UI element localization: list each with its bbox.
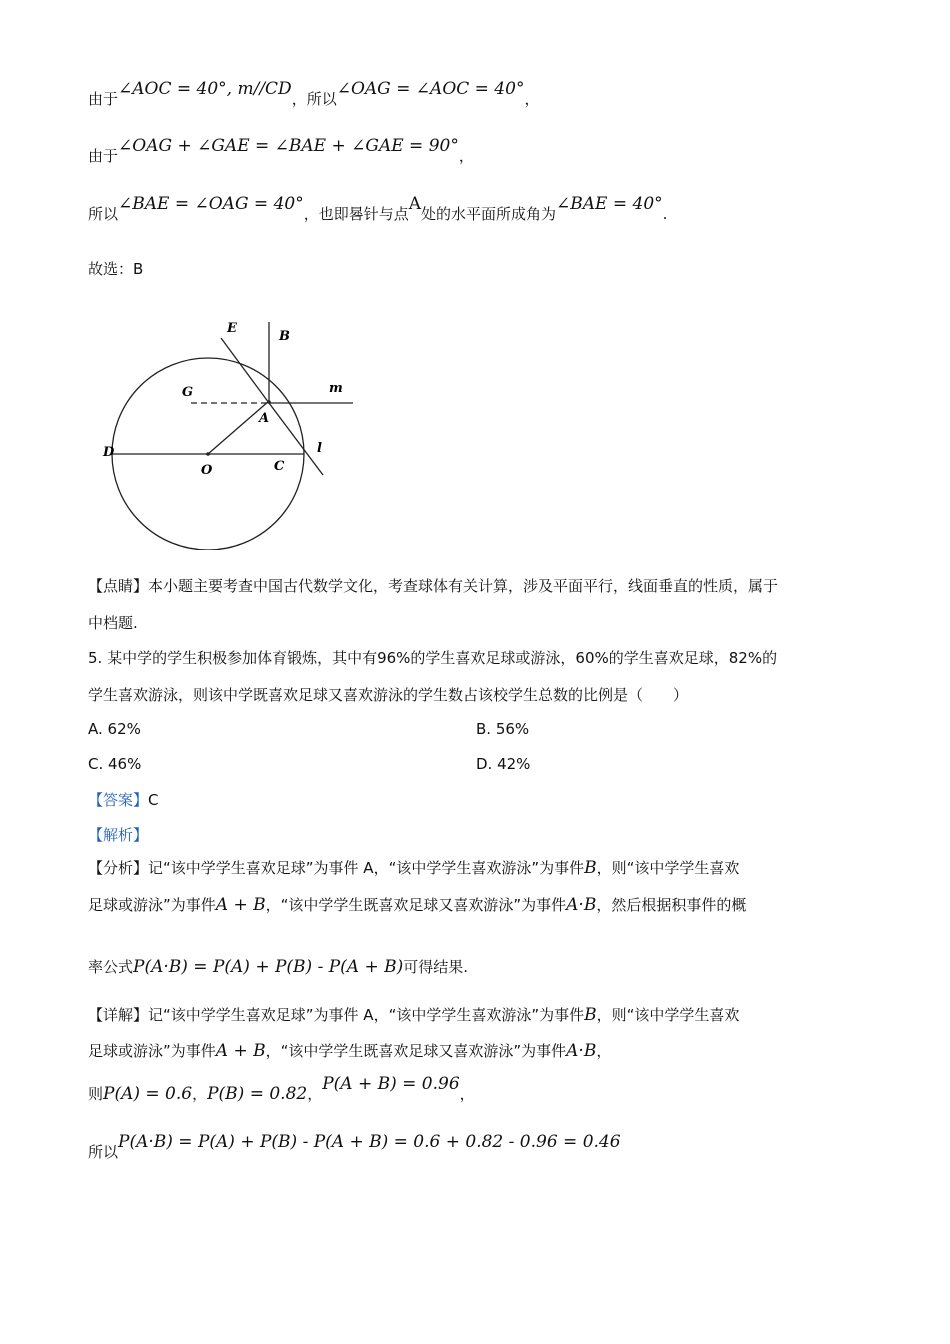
label-e: E	[227, 321, 237, 336]
formula: A·B	[566, 895, 597, 915]
label-m: m	[329, 381, 343, 396]
solution-line-1	[88, 79, 540, 109]
point-a	[267, 400, 271, 404]
text: ，则“该中学学生喜欢	[596, 1006, 740, 1024]
text: ，	[192, 1085, 208, 1103]
text: 中档题.	[88, 614, 138, 632]
analysis-line-1	[88, 857, 739, 878]
label-a: A	[259, 411, 270, 426]
formula: A + B	[215, 895, 266, 915]
formula: A·B	[566, 1041, 597, 1061]
formula: ∠BAE = 40°	[556, 194, 663, 214]
sphere-diagram	[95, 310, 365, 550]
option-b	[476, 720, 529, 738]
text: 故选：B	[88, 260, 144, 278]
formula: ∠AOC = 40°, m//CD	[118, 79, 292, 99]
label-g: G	[182, 385, 194, 400]
text: ，所以	[291, 90, 337, 108]
text: ，	[459, 1085, 475, 1103]
label-d: D	[103, 445, 115, 460]
point-o	[206, 452, 210, 456]
text: 则	[88, 1085, 104, 1103]
answer-line	[88, 789, 159, 810]
text: 【分析】记“该中学学生喜欢足球”为事件 A，“该中学学生喜欢游泳”为事件	[88, 859, 585, 877]
formula: ∠BAE = ∠OAG = 40°	[118, 194, 304, 214]
formula: P(A·B) = P(A) + P(B) - P(A + B) = 0.6 + 0.82 - 0.96 = 0.46	[118, 1132, 621, 1152]
text: 处的水平面所成角为	[421, 205, 557, 223]
option-d	[476, 755, 530, 773]
question-5-stem-2	[88, 684, 688, 705]
choose-answer-line	[88, 258, 143, 279]
text: 由于	[88, 147, 119, 165]
label-o: O	[201, 463, 213, 478]
formula: ∠OAG + ∠GAE = ∠BAE + ∠GAE = 90°	[118, 136, 459, 156]
formula: B	[584, 858, 597, 878]
formula: P(A·B) = P(A) + P(B) - P(A + B)	[133, 957, 404, 977]
text: ，	[307, 1085, 323, 1103]
option-a	[88, 720, 141, 738]
detail-line-1	[88, 1004, 739, 1025]
question-5-stem-1	[88, 647, 777, 668]
text: 学生喜欢游泳，则该中学既喜欢足球又喜欢游泳的学生数占该校学生总数的比例是（ ）	[88, 686, 689, 704]
text: .	[662, 205, 668, 223]
analysis-line-3	[88, 956, 468, 977]
text: 【点睛】本小题主要考查中国古代数学文化，考查球体有关计算，涉及平面平行，线面垂直的性质，属于	[88, 577, 779, 595]
text: ，然后根据积事件的概	[596, 896, 747, 914]
detail-line-2	[88, 1040, 611, 1061]
line-ae	[221, 338, 269, 403]
formula: A + B	[215, 1041, 266, 1061]
option-c	[88, 755, 141, 773]
text: 5. 某中学的学生积极参加体育锻炼，其中有96%的学生喜欢足球或游泳，60%的学生喜欢足球，82%的	[88, 649, 778, 667]
formula: ∠OAG = ∠AOC = 40°	[336, 79, 525, 99]
comment-line-1	[88, 575, 778, 596]
text: ，	[458, 147, 474, 165]
label-b: B	[279, 329, 290, 344]
analysis-tag-line	[88, 824, 148, 845]
text: D. 42%	[476, 755, 531, 773]
formula: B	[584, 1005, 597, 1025]
text: 足球或游泳”为事件	[88, 1042, 216, 1060]
text: ，则“该中学学生喜欢	[596, 859, 740, 877]
text: ，	[524, 90, 540, 108]
analysis-line-2	[88, 894, 746, 915]
text: 可得结果.	[403, 958, 469, 976]
text: C. 46%	[88, 755, 142, 773]
formula: P(A + B) = 0.96	[322, 1074, 460, 1094]
detail-line-3	[88, 1074, 475, 1104]
text: 所以	[88, 205, 119, 223]
solution-line-3	[88, 194, 668, 224]
label-l: l	[317, 441, 322, 456]
text: A. 62%	[88, 720, 141, 738]
analysis-tag: 【解析】	[88, 826, 149, 844]
formula: P(B) = 0.82	[207, 1084, 308, 1104]
answer-tag: 【答案】	[88, 791, 149, 809]
text: ，也即晷针与点	[303, 205, 409, 223]
text: 所以	[88, 1143, 119, 1161]
text: ，“该中学学生既喜欢足球又喜欢游泳”为事件	[265, 1042, 567, 1060]
text: B. 56%	[476, 720, 530, 738]
detail-line-4	[88, 1132, 621, 1162]
solution-line-2	[88, 136, 474, 166]
text: 足球或游泳”为事件	[88, 896, 216, 914]
answer-value: C	[148, 791, 159, 809]
text: ，“该中学学生既喜欢足球又喜欢游泳”为事件	[265, 896, 567, 914]
text: ，	[596, 1042, 612, 1060]
text: 由于	[88, 90, 119, 108]
formula: A	[408, 194, 422, 214]
label-c: C	[274, 459, 285, 474]
text: 【详解】记“该中学学生喜欢足球”为事件 A，“该中学学生喜欢游泳”为事件	[88, 1006, 585, 1024]
text: 率公式	[88, 958, 134, 976]
radius-oa	[208, 401, 269, 454]
formula: P(A) = 0.6	[103, 1084, 193, 1104]
comment-line-2	[88, 612, 138, 633]
